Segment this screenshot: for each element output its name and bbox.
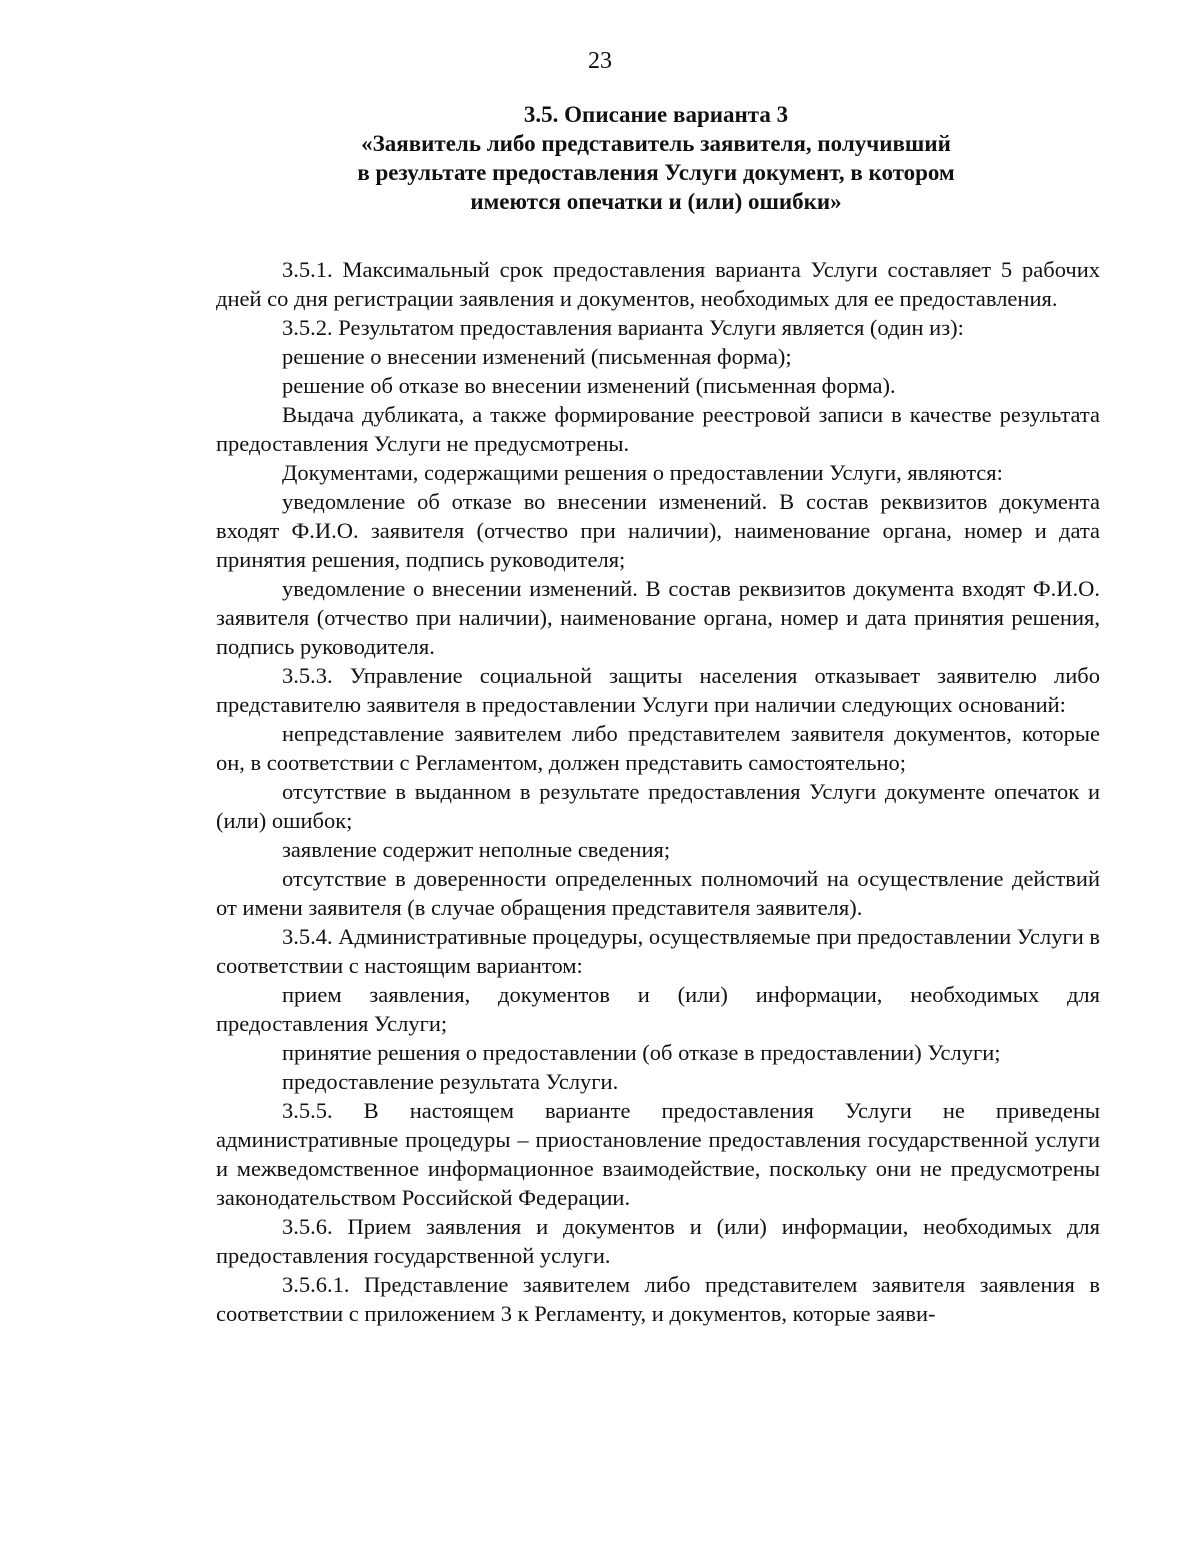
paragraph: прием заявления, документов и (или) информации, необходимых для предоставления Услуги; [216, 982, 1100, 1036]
paragraph: Выдача дубликата, а также формирование реестровой записи в качестве результата предоставления Услуги не предусмотрены. [216, 402, 1100, 456]
paragraph: отсутствие в доверенности определенных полномочий на осуществление действий от имени заявителя (в случае обращения представителя заявителя). [216, 866, 1100, 920]
paragraph: решение об отказе во внесении изменений (письменная форма). [282, 373, 896, 398]
paragraph: заявление содержит неполные сведения; [282, 837, 671, 862]
heading-line: имеются опечатки и (или) ошибки» [470, 189, 842, 214]
paragraph: 3.5.6. Прием заявления и документов и (или) информации, необходимых для предоставления государственной услуги. [216, 1214, 1100, 1268]
document-body [216, 255, 1100, 1328]
paragraph: 3.5.4. Административные процедуры, осуществляемые при предоставлении Услуги в соответствии с настоящим вариантом: [216, 924, 1100, 978]
paragraph: 3.5.3. Управление социальной защиты населения отказывает заявителю либо представителю заявителя в предоставлении Услуги при наличии следующих оснований: [216, 663, 1100, 717]
paragraph: 3.5.5. В настоящем варианте предоставления Услуги не приведены административные процедуры – приостановление предоставления государственной услуги и межведомственное информационное взаимодействие, поскольку они не предусмотрены законодательством Российской Федерации. [216, 1098, 1100, 1210]
paragraph: Документами, содержащими решения о предоставлении Услуги, являются: [282, 460, 1003, 485]
page-number: 23 [588, 48, 612, 74]
heading-line: в результате предоставления Услуги документ, в котором [357, 160, 955, 185]
paragraph: отсутствие в выданном в результате предоставления Услуги документе опечаток и (или) ошибок; [216, 779, 1100, 833]
paragraph: 3.5.2. Результатом предоставления варианта Услуги является (один из): [282, 315, 964, 340]
paragraph: 3.5.6.1. Представление заявителем либо представителем заявителя заявления в соответствии с приложением 3 к Регламенту, и документов, которые заяви- [216, 1272, 1100, 1326]
section-heading [216, 100, 1096, 216]
paragraph: решение о внесении изменений (письменная форма); [282, 344, 792, 369]
paragraph: 3.5.1. Максимальный срок предоставления варианта Услуги составляет 5 рабочих дней со дня регистрации заявления и документов, необходимых для ее предоставления. [216, 257, 1100, 311]
heading-line: «Заявитель либо представитель заявителя, получивший [361, 131, 951, 156]
paragraph: уведомление об отказе во внесении изменений. В состав реквизитов документа входят Ф.И.О. заявителя (отчество при наличии), наименование органа, номер и дата принятия решения, подпись руководителя; [216, 489, 1100, 572]
paragraph: непредставление заявителем либо представителем заявителя документов, которые он, в соответствии с Регламентом, должен представить самостоятельно; [216, 721, 1100, 775]
paragraph: предоставление результата Услуги. [282, 1069, 619, 1094]
paragraph: принятие решения о предоставлении (об отказе в предоставлении) Услуги; [282, 1040, 1001, 1065]
heading-line: 3.5. Описание варианта 3 [523, 102, 789, 127]
paragraph: уведомление о внесении изменений. В состав реквизитов документа входят Ф.И.О. заявителя (отчество при наличии), наименование органа, номер и дата принятия решения, подпись руководителя. [216, 576, 1100, 659]
